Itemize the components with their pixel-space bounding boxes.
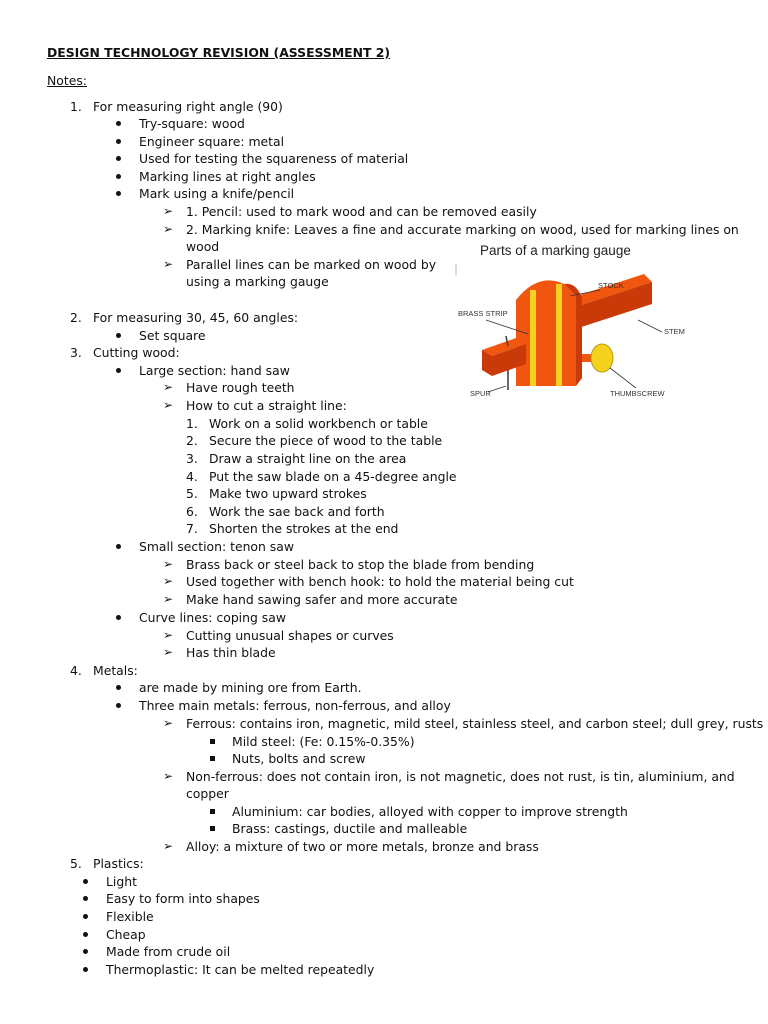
- figure-caption: Parts of a marking gauge: [480, 243, 631, 258]
- list-item: Light: [106, 874, 137, 889]
- list-item: Nuts, bolts and screw: [232, 751, 366, 766]
- arrow-stem: [638, 320, 662, 332]
- bullet-dot: [116, 185, 121, 202]
- list-item: 2. Marking knife: Leaves a fine and accurate marking on wood, used for marking lines on: [186, 222, 739, 237]
- list-item: Cutting unusual shapes or curves: [186, 628, 394, 643]
- list-item: are made by mining ore from Earth.: [139, 680, 362, 695]
- bullet-dot: [116, 150, 121, 167]
- list-item: Thermoplastic: It can be melted repeatedly: [106, 962, 375, 977]
- list-item-continuation: wood: [186, 239, 220, 254]
- list-item-continuation: copper: [186, 786, 229, 801]
- arrow-bullet-icon: ➢: [163, 592, 174, 606]
- bullet-dot: [116, 538, 121, 555]
- section-heading: For measuring right angle (90): [93, 99, 283, 114]
- bullet-dot: [83, 926, 88, 943]
- list-item: Used together with bench hook: to hold the material being cut: [186, 574, 574, 589]
- arrow-bullet-icon: ➢: [163, 557, 174, 571]
- bullet-dot: [83, 873, 88, 890]
- arrow-bullet-icon: ➢: [163, 222, 174, 236]
- list-item: Try-square: wood: [139, 116, 245, 131]
- section-heading: Plastics:: [93, 856, 144, 871]
- step-text: Work the sae back and forth: [209, 504, 385, 519]
- step-number: 1.: [186, 416, 198, 431]
- bullet-dot: [116, 679, 121, 696]
- square-bullet: [210, 803, 215, 820]
- list-item: Used for testing the squareness of material: [139, 151, 409, 166]
- list-item: Brass back or steel back to stop the blade from bending: [186, 557, 535, 572]
- section-number: 5.: [70, 856, 82, 871]
- list-item: How to cut a straight line:: [186, 398, 347, 413]
- marking-gauge-figure: [452, 238, 685, 404]
- arrow-bullet-icon: ➢: [163, 839, 174, 853]
- brass-strip-2: [556, 284, 562, 386]
- step-text: Put the saw blade on a 45-degree angle: [209, 469, 457, 484]
- arrow-bullet-icon: ➢: [163, 398, 174, 412]
- bullet-dot: [116, 327, 121, 344]
- list-item: Large section: hand saw: [139, 363, 290, 378]
- list-item: Made from crude oil: [106, 944, 231, 959]
- step-text: Draw a straight line on the area: [209, 451, 407, 466]
- step-number: 3.: [186, 451, 198, 466]
- brass-strip-1: [530, 290, 536, 386]
- arrow-bullet-icon: ➢: [163, 574, 174, 588]
- step-number: 4.: [186, 469, 198, 484]
- notes-label: Notes:: [47, 73, 87, 88]
- list-item: Alloy: a mixture of two or more metals, bronze and brass: [186, 839, 539, 854]
- list-item: Marking lines at right angles: [139, 169, 316, 184]
- step-number: 6.: [186, 504, 198, 519]
- list-item: Make hand sawing safer and more accurate: [186, 592, 458, 607]
- list-item: Engineer square: metal: [139, 134, 285, 149]
- bullet-dot: [83, 943, 88, 960]
- list-item: Cheap: [106, 927, 146, 942]
- arrow-bullet-icon: ➢: [163, 628, 174, 642]
- arrow-bullet-icon: ➢: [163, 769, 174, 783]
- bullet-dot: [116, 115, 121, 132]
- thumbscrew-head: [591, 344, 613, 372]
- arrow-bullet-icon: ➢: [163, 204, 174, 218]
- list-item: Has thin blade: [186, 645, 276, 660]
- bullet-dot: [116, 362, 121, 379]
- square-bullet: [210, 750, 215, 767]
- list-item: Small section: tenon saw: [139, 539, 294, 554]
- section-number: 3.: [70, 345, 82, 360]
- bullet-dot: [116, 697, 121, 714]
- section-heading: Metals:: [93, 663, 138, 678]
- label-thumbscrew: THUMBSCREW: [610, 389, 665, 398]
- arrow-bullet-icon: ➢: [163, 645, 174, 659]
- step-number: 7.: [186, 521, 198, 536]
- label-brass-strip: BRASS STRIP: [458, 309, 508, 318]
- step-text: Make two upward strokes: [209, 486, 367, 501]
- list-item: Ferrous: contains iron, magnetic, mild steel, stainless steel, and carbon steel; dull grey, rusts: [186, 716, 764, 731]
- list-item: Three main metals: ferrous, non-ferrous, and alloy: [139, 698, 451, 713]
- bullet-dot: [83, 908, 88, 925]
- list-item: Set square: [139, 328, 206, 343]
- bullet-dot: [116, 133, 121, 150]
- step-number: 2.: [186, 433, 198, 448]
- label-spur: SPUR: [470, 389, 491, 398]
- list-item: 1. Pencil: used to mark wood and can be removed easily: [186, 204, 537, 219]
- arrow-bullet-icon: ➢: [163, 716, 174, 730]
- label-stock: STOCK: [598, 281, 624, 290]
- label-stem: STEM: [664, 327, 685, 336]
- list-item: Flexible: [106, 909, 154, 924]
- arrow-bullet-icon: ➢: [163, 380, 174, 394]
- list-item: Have rough teeth: [186, 380, 295, 395]
- arrow-thumbscrew: [610, 368, 636, 388]
- section-number: 4.: [70, 663, 82, 678]
- section-number: 1.: [70, 99, 82, 114]
- square-bullet: [210, 733, 215, 750]
- list-item: Brass: castings, ductile and malleable: [232, 821, 468, 836]
- bullet-dot: [83, 961, 88, 978]
- list-item: Non-ferrous: does not contain iron, is not magnetic, does not rust, is tin, aluminium, and: [186, 769, 735, 784]
- step-number: 5.: [186, 486, 198, 501]
- list-item: Curve lines: coping saw: [139, 610, 286, 625]
- list-item: Mark using a knife/pencil: [139, 186, 295, 201]
- step-text: Shorten the strokes at the end: [209, 521, 399, 536]
- square-bullet: [210, 820, 215, 837]
- section-heading: For measuring 30, 45, 60 angles:: [93, 310, 299, 325]
- list-item: Parallel lines can be marked on wood by: [186, 257, 437, 272]
- bullet-dot: [116, 609, 121, 626]
- step-text: Work on a solid workbench or table: [209, 416, 428, 431]
- list-item: Aluminium: car bodies, alloyed with copper to improve strength: [232, 804, 628, 819]
- arrow-bullet-icon: ➢: [163, 257, 174, 271]
- section-number: 2.: [70, 310, 82, 325]
- bullet-dot: [83, 890, 88, 907]
- step-text: Secure the piece of wood to the table: [209, 433, 443, 448]
- list-item: Mild steel: (Fe: 0.15%-0.35%): [232, 734, 415, 749]
- section-heading: Cutting wood:: [93, 345, 180, 360]
- document-title: DESIGN TECHNOLOGY REVISION (ASSESSMENT 2): [47, 45, 391, 60]
- list-item-continuation: using a marking gauge: [186, 274, 329, 289]
- list-item: Easy to form into shapes: [106, 891, 260, 906]
- bullet-dot: [116, 168, 121, 185]
